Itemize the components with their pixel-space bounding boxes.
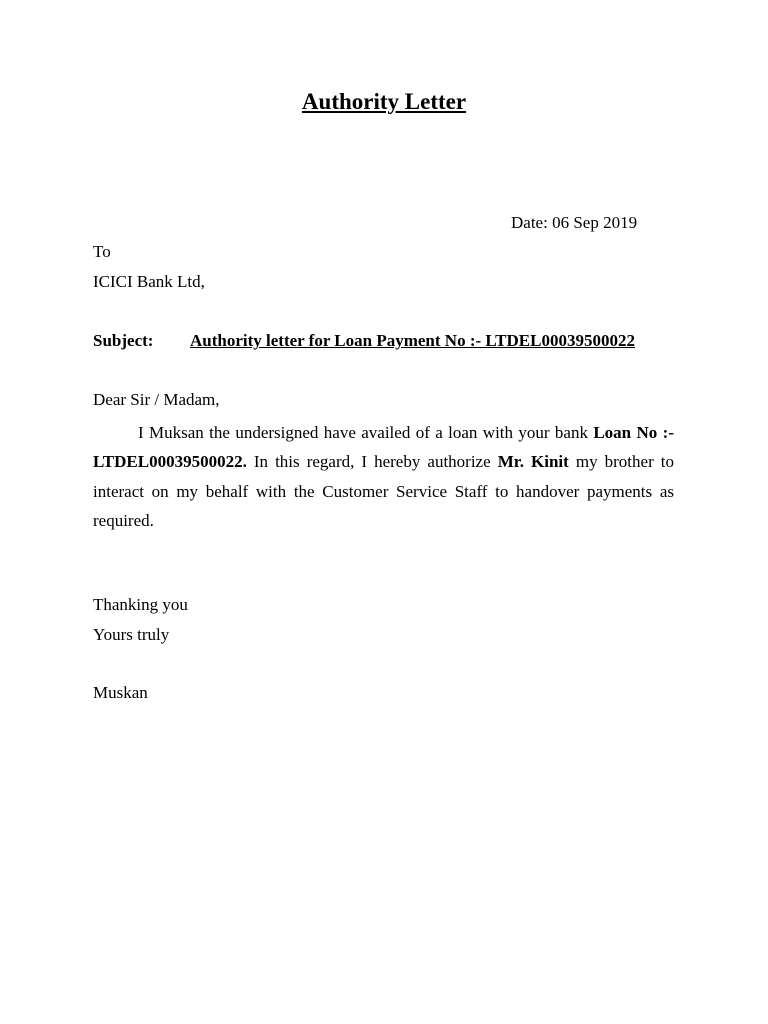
body-loan-reference: Loan No :- LTDEL00039500022. (93, 423, 674, 472)
letter-title-text: Authority Letter (301, 89, 467, 114)
signer-name: Muskan (93, 683, 148, 702)
body-text-1: I Muksan the undersigned have availed of a loan with your bank (138, 423, 594, 442)
recipient-to: To (93, 242, 111, 261)
letter-date: Date: 06 Sep 2019 (511, 213, 638, 232)
body-text-2: In this regard, I hereby authorize (246, 452, 498, 472)
subject-text: Authority letter for Loan Payment No :- LTDEL00039500022 (190, 331, 635, 350)
subject-label: Subject: (93, 331, 154, 350)
salutation: Dear Sir / Madam, (93, 390, 220, 409)
subject-line (93, 330, 635, 352)
closing-thanks: Thanking you (93, 595, 188, 614)
letter-title (0, 88, 768, 116)
body-text-3: my brother to interact on my behalf with the Customer Service Staff to handover payments as required. (93, 452, 675, 531)
recipient-bank: ICICI Bank Ltd, (93, 272, 205, 291)
letter-body (93, 418, 674, 536)
body-authorized-person: Mr. Kinit (497, 452, 569, 472)
closing-yours-truly: Yours truly (93, 625, 170, 644)
